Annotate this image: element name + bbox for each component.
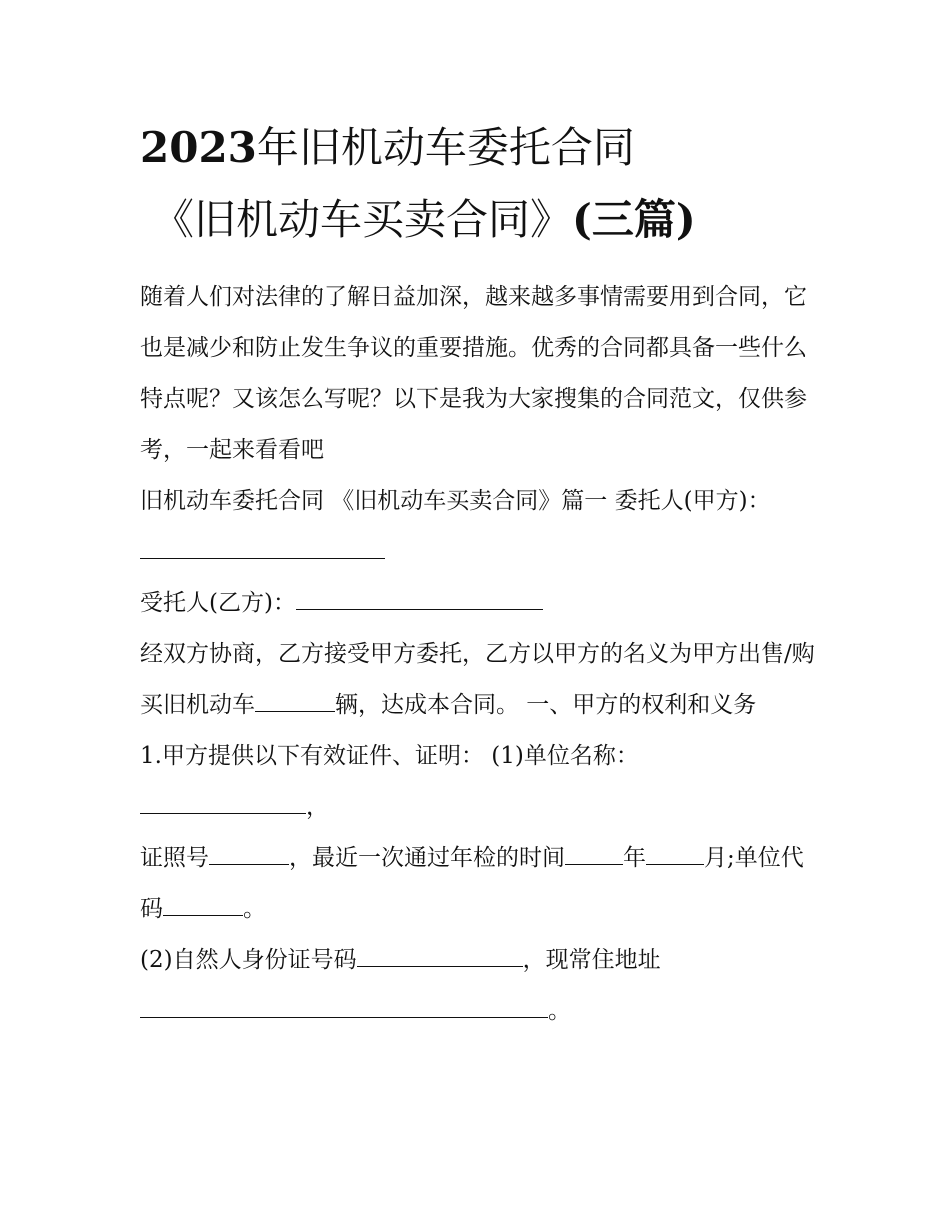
principal-blank bbox=[140, 537, 385, 559]
unit-name-blank bbox=[140, 792, 306, 814]
license-text-d: 月;单位代码 bbox=[140, 845, 804, 922]
agreement-text-a: 经双方协商，乙方接受甲方委托，乙方以甲方的名义为甲方出售/购买旧机动车 bbox=[140, 641, 815, 718]
documents-paragraph bbox=[140, 731, 820, 833]
title-line-2 bbox=[140, 184, 820, 256]
license-text-a: 证照号 bbox=[140, 845, 209, 871]
agent-text: 受托人(乙方)： bbox=[140, 590, 296, 616]
documents-text-a: 1.甲方提供以下有效证件、证明： (1)单位名称： bbox=[140, 743, 639, 769]
identity-text-a: (2)自然人身份证号码 bbox=[140, 947, 357, 973]
principal-paragraph bbox=[140, 476, 820, 578]
address-blank bbox=[140, 996, 548, 1018]
document-title bbox=[140, 112, 820, 256]
title-line-1-text: 年旧机动车委托合同 bbox=[256, 123, 635, 172]
intro-paragraph: 随着人们对法律的了解日益加深，越来越多事情需要用到合同，它也是减少和防止发生争议的重要措施。优秀的合同都具备一些什么特点呢？又该怎么写呢？以下是我为大家搜集的合同范文，仅供参考，一起来看看吧 bbox=[140, 284, 807, 463]
agreement-text-b: 辆，达成本合同。 一、甲方的权利和义务 bbox=[335, 692, 757, 718]
license-text-b: ，最近一次通过年检的时间 bbox=[289, 845, 565, 871]
agreement-paragraph bbox=[140, 629, 820, 731]
title-year: 2023 bbox=[140, 123, 257, 172]
documents-text-b: ， bbox=[306, 794, 329, 820]
license-text-e: 。 bbox=[243, 896, 266, 922]
identity-paragraph bbox=[140, 935, 820, 1037]
agent-paragraph bbox=[140, 578, 820, 629]
agent-blank bbox=[296, 588, 543, 610]
identity-text-b: ，现常住地址 bbox=[522, 947, 661, 973]
license-number-blank bbox=[209, 843, 289, 865]
license-text-c: 年 bbox=[623, 845, 646, 871]
principal-text: 旧机动车委托合同 《旧机动车买卖合同》篇一 委托人(甲方)： bbox=[140, 488, 771, 514]
title-line-2-text: 《旧机动车买卖合同》 bbox=[152, 195, 573, 244]
license-paragraph bbox=[140, 833, 820, 935]
id-number-blank bbox=[357, 945, 523, 967]
vehicle-count-blank bbox=[255, 690, 335, 712]
document-page bbox=[140, 112, 820, 1037]
title-line-1 bbox=[140, 123, 635, 172]
unit-code-blank bbox=[163, 894, 243, 916]
title-line-2-paren: (三篇) bbox=[572, 195, 696, 244]
inspection-year-blank bbox=[565, 843, 623, 865]
identity-text-c: 。 bbox=[548, 998, 571, 1024]
inspection-month-blank bbox=[646, 843, 704, 865]
document-body bbox=[140, 272, 820, 1037]
